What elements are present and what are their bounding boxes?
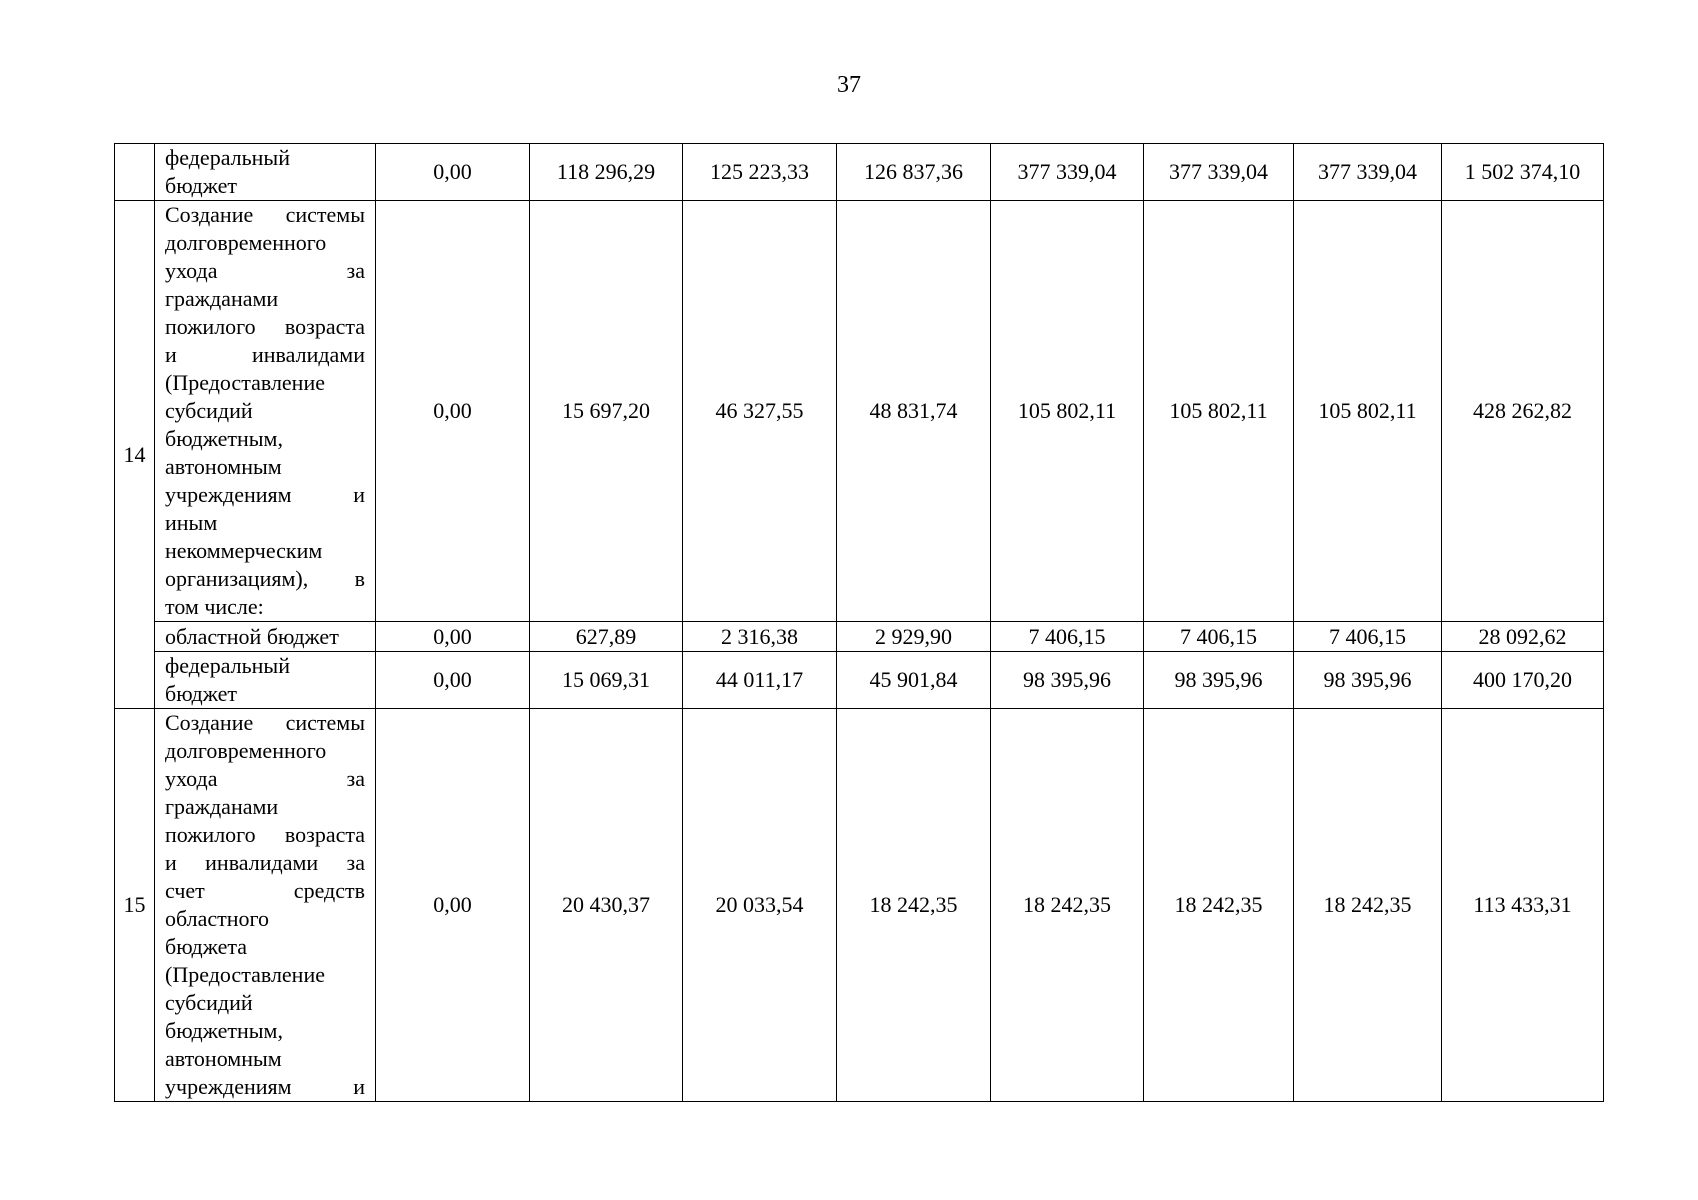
description-line: пожилого возраста <box>165 822 365 847</box>
description-line: долговременного <box>165 738 327 763</box>
description-line: федеральный <box>165 653 290 678</box>
description-line: учреждениям и <box>165 482 365 507</box>
description-line: (Предоставление <box>165 962 325 987</box>
description-line: областной бюджет <box>165 623 339 649</box>
description-line: Создание системы <box>165 202 365 227</box>
value-cell: 2 316,38 <box>683 622 837 652</box>
value-cell: 118 296,29 <box>530 144 683 201</box>
description-line: и инвалидами <box>165 342 365 367</box>
value-cell: 44 011,17 <box>683 652 837 709</box>
description-line: субсидий <box>165 990 253 1015</box>
value-cell: 20 430,37 <box>530 709 683 1102</box>
description-line: том числе: <box>165 594 264 619</box>
description-line: некоммерческим <box>165 538 323 563</box>
description-line: гражданами <box>165 794 279 819</box>
page-number: 37 <box>837 72 861 98</box>
value-cell: 627,89 <box>530 622 683 652</box>
description-line: областного <box>165 906 270 931</box>
budget-table <box>114 143 1604 1102</box>
description-line: организациям), в <box>165 566 365 591</box>
value-cell: 98 395,96 <box>991 652 1144 709</box>
value-cell: 428 262,82 <box>1442 201 1604 622</box>
row-description <box>155 622 376 652</box>
description-line: гражданами <box>165 286 279 311</box>
description-line: пожилого возраста <box>165 314 365 339</box>
value-cell: 377 339,04 <box>1294 144 1442 201</box>
table-body <box>115 144 1604 1102</box>
value-cell: 105 802,11 <box>991 201 1144 622</box>
value-cell: 20 033,54 <box>683 709 837 1102</box>
value-cell: 7 406,15 <box>991 622 1144 652</box>
description-line: счет средств <box>165 878 365 903</box>
value-cell: 105 802,11 <box>1144 201 1294 622</box>
row-description <box>155 652 376 709</box>
description-line: автономным <box>165 454 282 479</box>
description-line: бюджетным, <box>165 1018 283 1043</box>
description-line: бюджетным, <box>165 426 283 451</box>
description-line: и инвалидами за <box>165 850 365 875</box>
value-cell: 113 433,31 <box>1442 709 1604 1102</box>
value-cell: 0,00 <box>376 622 530 652</box>
row-description <box>155 201 376 622</box>
value-cell: 18 242,35 <box>1144 709 1294 1102</box>
row-number: 14 <box>115 201 155 709</box>
description-line: бюджет <box>165 681 237 706</box>
description-line: бюджета <box>165 934 248 959</box>
value-cell: 0,00 <box>376 144 530 201</box>
value-cell: 98 395,96 <box>1144 652 1294 709</box>
value-cell: 377 339,04 <box>1144 144 1294 201</box>
table-row <box>115 144 1604 201</box>
value-cell: 18 242,35 <box>991 709 1144 1102</box>
value-cell: 2 929,90 <box>837 622 991 652</box>
value-cell: 0,00 <box>376 652 530 709</box>
row-number <box>115 144 155 201</box>
description-line: бюджет <box>165 173 237 198</box>
description-line: автономным <box>165 1046 282 1071</box>
description-line: ухода за <box>165 766 365 791</box>
description-line: долговременного <box>165 230 327 255</box>
value-cell: 98 395,96 <box>1294 652 1442 709</box>
description-line: учреждениям и <box>165 1074 365 1099</box>
value-cell: 125 223,33 <box>683 144 837 201</box>
value-cell: 45 901,84 <box>837 652 991 709</box>
value-cell: 18 242,35 <box>1294 709 1442 1102</box>
row-description <box>155 144 376 201</box>
value-cell: 46 327,55 <box>683 201 837 622</box>
value-cell: 15 069,31 <box>530 652 683 709</box>
value-cell: 15 697,20 <box>530 201 683 622</box>
value-cell: 18 242,35 <box>837 709 991 1102</box>
description-line: субсидий <box>165 398 253 423</box>
description-line: федеральный <box>165 145 290 170</box>
value-cell: 0,00 <box>376 201 530 622</box>
description-line: ухода за <box>165 258 365 283</box>
table-row <box>115 709 1604 1102</box>
row-description <box>155 709 376 1102</box>
value-cell: 7 406,15 <box>1144 622 1294 652</box>
value-cell: 105 802,11 <box>1294 201 1442 622</box>
value-cell: 48 831,74 <box>837 201 991 622</box>
table-row <box>115 201 1604 622</box>
table-row <box>115 622 1604 652</box>
row-number: 15 <box>115 709 155 1102</box>
value-cell: 1 502 374,10 <box>1442 144 1604 201</box>
value-cell: 28 092,62 <box>1442 622 1604 652</box>
value-cell: 0,00 <box>376 709 530 1102</box>
value-cell: 377 339,04 <box>991 144 1144 201</box>
description-line: (Предоставление <box>165 370 325 395</box>
value-cell: 400 170,20 <box>1442 652 1604 709</box>
description-line: Создание системы <box>165 710 365 735</box>
value-cell: 7 406,15 <box>1294 622 1442 652</box>
table-row <box>115 652 1604 709</box>
description-line: иным <box>165 510 218 535</box>
value-cell: 126 837,36 <box>837 144 991 201</box>
